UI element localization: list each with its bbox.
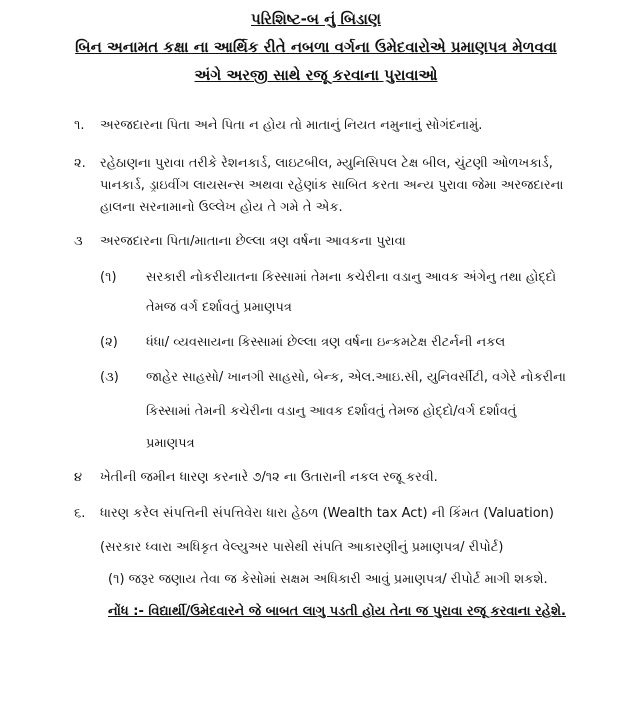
subitem-3-1-line-1: સરકારી નોકરીયાતના કિસ્સામાં તેમના કચેરીના વડાનુ આવક અંગેનુ તથા હોદ્દો (146, 270, 557, 285)
subitem-3-1-line-2: તેમજ વર્ગ દર્શાવતું પ્રમાણપત્ર (146, 300, 292, 315)
subitem-3-3-line-2: કિસ્સામાં તેમની કચેરીના વડાનુ આવક દર્શાવતું તેમજ હોદ્દો/વર્ગ દર્શાવતું (146, 404, 517, 419)
page-title: પરિશિષ્ટ-બ નું બિડાણ (251, 10, 381, 28)
note-text: નોંધ :- વિદ્યાર્થી/ઉમેદવારને જે બાબત લાગુ પડતી હોય તેના જ પુરાવા રજૂ કરવાના રહેશે. (108, 604, 566, 619)
page-subtitle-line2: અંગે અરજી સાથે રજૂ કરવાના પુરાવાઓ (194, 66, 438, 84)
item-2-number: ૨. (74, 156, 86, 171)
item-3-number: ૩ (74, 234, 83, 249)
item-2-line-3: હાલના સરનામાનો ઉલ્લેખ હોય તે ગમે તે એક. (100, 200, 343, 215)
subitem-3-2-line-1: ધંધા/ વ્યવસાયના કિસ્સામાં છેલ્લા ત્રણ વર્ષના ઇન્કમટેક્ષ રીટર્નની નકલ (146, 335, 506, 350)
item-6-line-1: ધારણ કરેલ સંપત્તિની સંપત્તિવેરા ધારા હેઠળ (Wealth tax Act) ની કિંમત (Valuation) (100, 506, 554, 521)
item-6-line-3: (૧) જરૂર જણાય તેવા જ કેસોમાં સક્ષમ અધિકારી આવું પ્રમાણપત્ર/ રીપોર્ટ માગી શકશે. (108, 572, 548, 587)
subitem-3-3-line-1: જાહેર સાહસો/ ખાનગી સાહસો, બેન્ક, એલ.આઇ.સી, યુનિવર્સીટી, વગેરે નોકરીના (146, 370, 566, 385)
item-2-line-1: રહેઠાણના પુરાવા તરીકે રેશનકાર્ડ, લાઇટબીલ, મ્યુનિસિપલ ટેક્ષ બીલ, ચુંટણી ઓળખકાર્ડ, (100, 156, 553, 171)
item-2-line-2: પાનકાર્ડ, ડ્રાઇવીંગ લાયસન્સ અથવા રહેણાંક સાબિત કરતા અન્ય પુરાવા જેમા અરજદારના (100, 178, 564, 193)
item-4-line-1: ખેતીની જમીન ધારણ કરનારે ૭/૧૨ ના ઉતારાની નકલ રજૂ કરવી. (100, 470, 438, 485)
subitem-3-1-number: (૧) (100, 270, 117, 285)
item-3-line-1: અરજદારના પિતા/માતાના છેલ્લા ત્રણ વર્ષના આવકના પુરાવા (100, 234, 406, 249)
item-6-line-2: (સરકાર ધ્વારા અધિકૃત વેલ્યુઅર પાસેથી સંપતિ આકારણીનું પ્રમાણપત્ર/ રીપોર્ટ) (100, 540, 504, 555)
item-1-line-1: અરજદારના પિતા અને પિતા ન હોય તો માતાનું નિયત નમુનાનું સોગંદનામું. (100, 118, 483, 133)
item-6-number: ૬. (74, 506, 86, 521)
item-4-number: ૪ (74, 470, 83, 485)
page-subtitle-line1: બિન અનામત કક્ષા ના આર્થિક રીતે નબળા વર્ગના ઉમેદવારોએ પ્રમાણપત્ર મેળવવા (75, 38, 557, 56)
subitem-3-3-number: (૩) (100, 370, 119, 385)
subitem-3-3-line-3: પ્રમાણપત્ર (146, 436, 195, 451)
subitem-3-2-number: (૨) (100, 335, 118, 350)
item-1-number: ૧. (74, 118, 85, 133)
